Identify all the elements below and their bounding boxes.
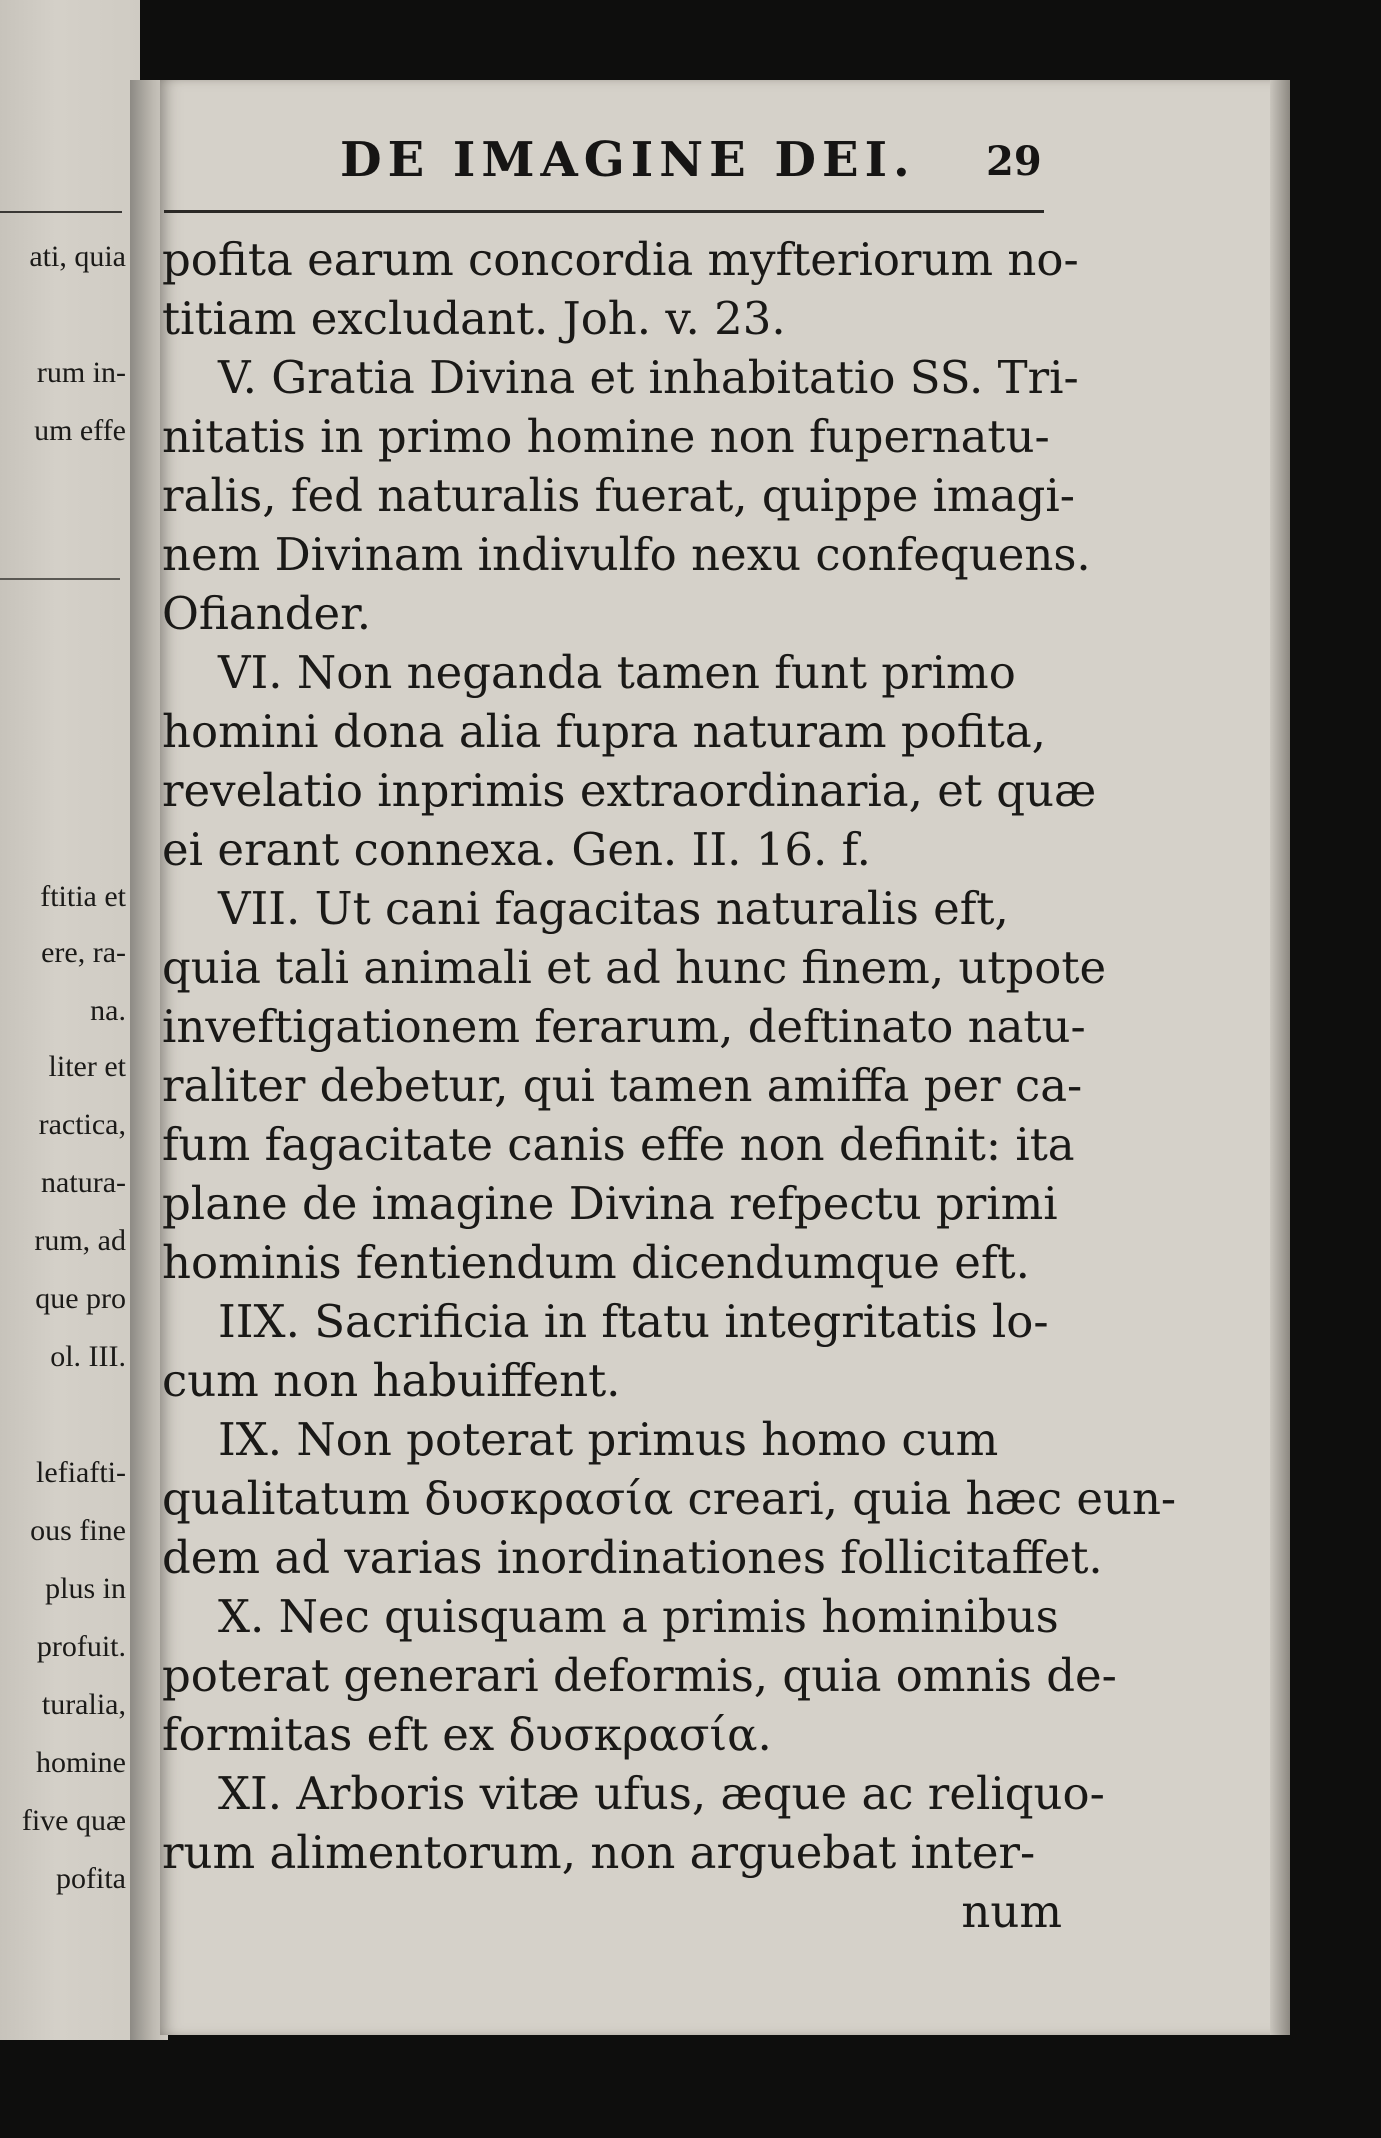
page-number: 29 <box>986 138 1042 185</box>
left-page-fragment: homine <box>36 1746 126 1779</box>
left-page-fragment: na. <box>90 994 126 1027</box>
text-line: dem ad varias inordinationes follicitaffet. <box>162 1531 1103 1584</box>
text-line: hominis fentiendum dicendumque eft. <box>162 1236 1030 1289</box>
running-title: DE IMAGINE DEI. <box>340 132 916 188</box>
left-page-edge <box>0 0 140 2040</box>
text-line: formitas eft ex δυσκρασία. <box>162 1708 772 1761</box>
left-page-fragment: ati, quia <box>29 240 126 273</box>
text-line: nitatis in primo homine non fupernatu- <box>162 410 1050 463</box>
text-line: fum fagacitate canis effe non definit: ita <box>162 1118 1075 1171</box>
left-page-fragment: rum, ad <box>34 1224 126 1257</box>
left-page-rule <box>0 578 120 580</box>
text-line: nem Divinam indivulfo nexu confequens. <box>162 528 1091 581</box>
right-page <box>160 80 1285 2035</box>
left-page-fragment: profuit. <box>36 1630 126 1663</box>
catchword: num <box>961 1885 1062 1938</box>
text-line: Ofiander. <box>162 587 372 640</box>
left-page-fragment: que pro <box>35 1282 126 1315</box>
page-edge <box>1270 80 1290 2035</box>
text-line: titiam excludant. Joh. v. 23. <box>162 292 786 345</box>
page-header <box>160 132 1285 192</box>
text-line: ei erant connexa. Gen. II. 16. f. <box>162 823 871 876</box>
left-page-fragment: ftitia et <box>40 880 126 913</box>
text-line: plane de imagine Divina refpectu primi <box>162 1177 1058 1230</box>
text-line: qualitatum δυσκρασία creari, quia hæc eun- <box>162 1472 1177 1525</box>
left-page-fragment: natura- <box>41 1166 126 1199</box>
text-line: rum alimentorum, non arguebat inter- <box>162 1826 1036 1879</box>
text-line: inveftigationem ferarum, deftinato natu- <box>162 1000 1086 1053</box>
left-page-fragment: ol. III. <box>50 1340 126 1373</box>
text-line: VI. Non neganda tamen funt primo <box>218 646 1016 699</box>
left-page-fragment: turalia, <box>41 1688 126 1721</box>
text-line: cum non habuiffent. <box>162 1354 621 1407</box>
text-line: raliter debetur, qui tamen amiffa per ca- <box>162 1059 1083 1112</box>
text-line: pofita earum concordia myfteriorum no- <box>162 233 1079 286</box>
text-line: XI. Arboris vitæ ufus, æque ac reliquo- <box>218 1767 1105 1820</box>
text-line: homini dona alia fupra naturam pofita, <box>162 705 1046 758</box>
text-line: IIX. Sacrificia in ftatu integritatis lo- <box>218 1295 1049 1348</box>
text-line: ralis, fed naturalis fuerat, quippe imagi- <box>162 469 1075 522</box>
left-page-fragment: lefiafti- <box>36 1456 126 1489</box>
left-page-fragment: plus in <box>45 1572 126 1605</box>
text-line: IX. Non poterat primus homo cum <box>218 1413 999 1466</box>
left-page-fragment: five quæ <box>21 1804 126 1837</box>
text-line: revelatio inprimis extraordinaria, et quæ <box>162 764 1097 817</box>
left-page-fragment: ractica, <box>38 1108 126 1141</box>
left-page-fragment: pofita <box>56 1862 126 1895</box>
text-line: VII. Ut cani fagacitas naturalis eft, <box>218 882 1009 935</box>
text-line: quia tali animali et ad hunc finem, utpote <box>162 941 1107 994</box>
left-page-fragment: ous fine <box>30 1514 126 1547</box>
left-page-fragment: um effe <box>34 414 126 447</box>
left-page-fragment: rum in- <box>36 356 126 389</box>
text-line: V. Gratia Divina et inhabitatio SS. Tri- <box>218 351 1079 404</box>
left-page-fragment: ere, ra- <box>41 936 126 969</box>
text-line: poterat generari deformis, quia omnis de- <box>162 1649 1117 1702</box>
header-rule <box>164 210 1044 213</box>
text-line: X. Nec quisquam a primis hominibus <box>218 1590 1059 1643</box>
left-page-fragment: liter et <box>48 1050 126 1083</box>
left-page-rule <box>0 211 122 213</box>
